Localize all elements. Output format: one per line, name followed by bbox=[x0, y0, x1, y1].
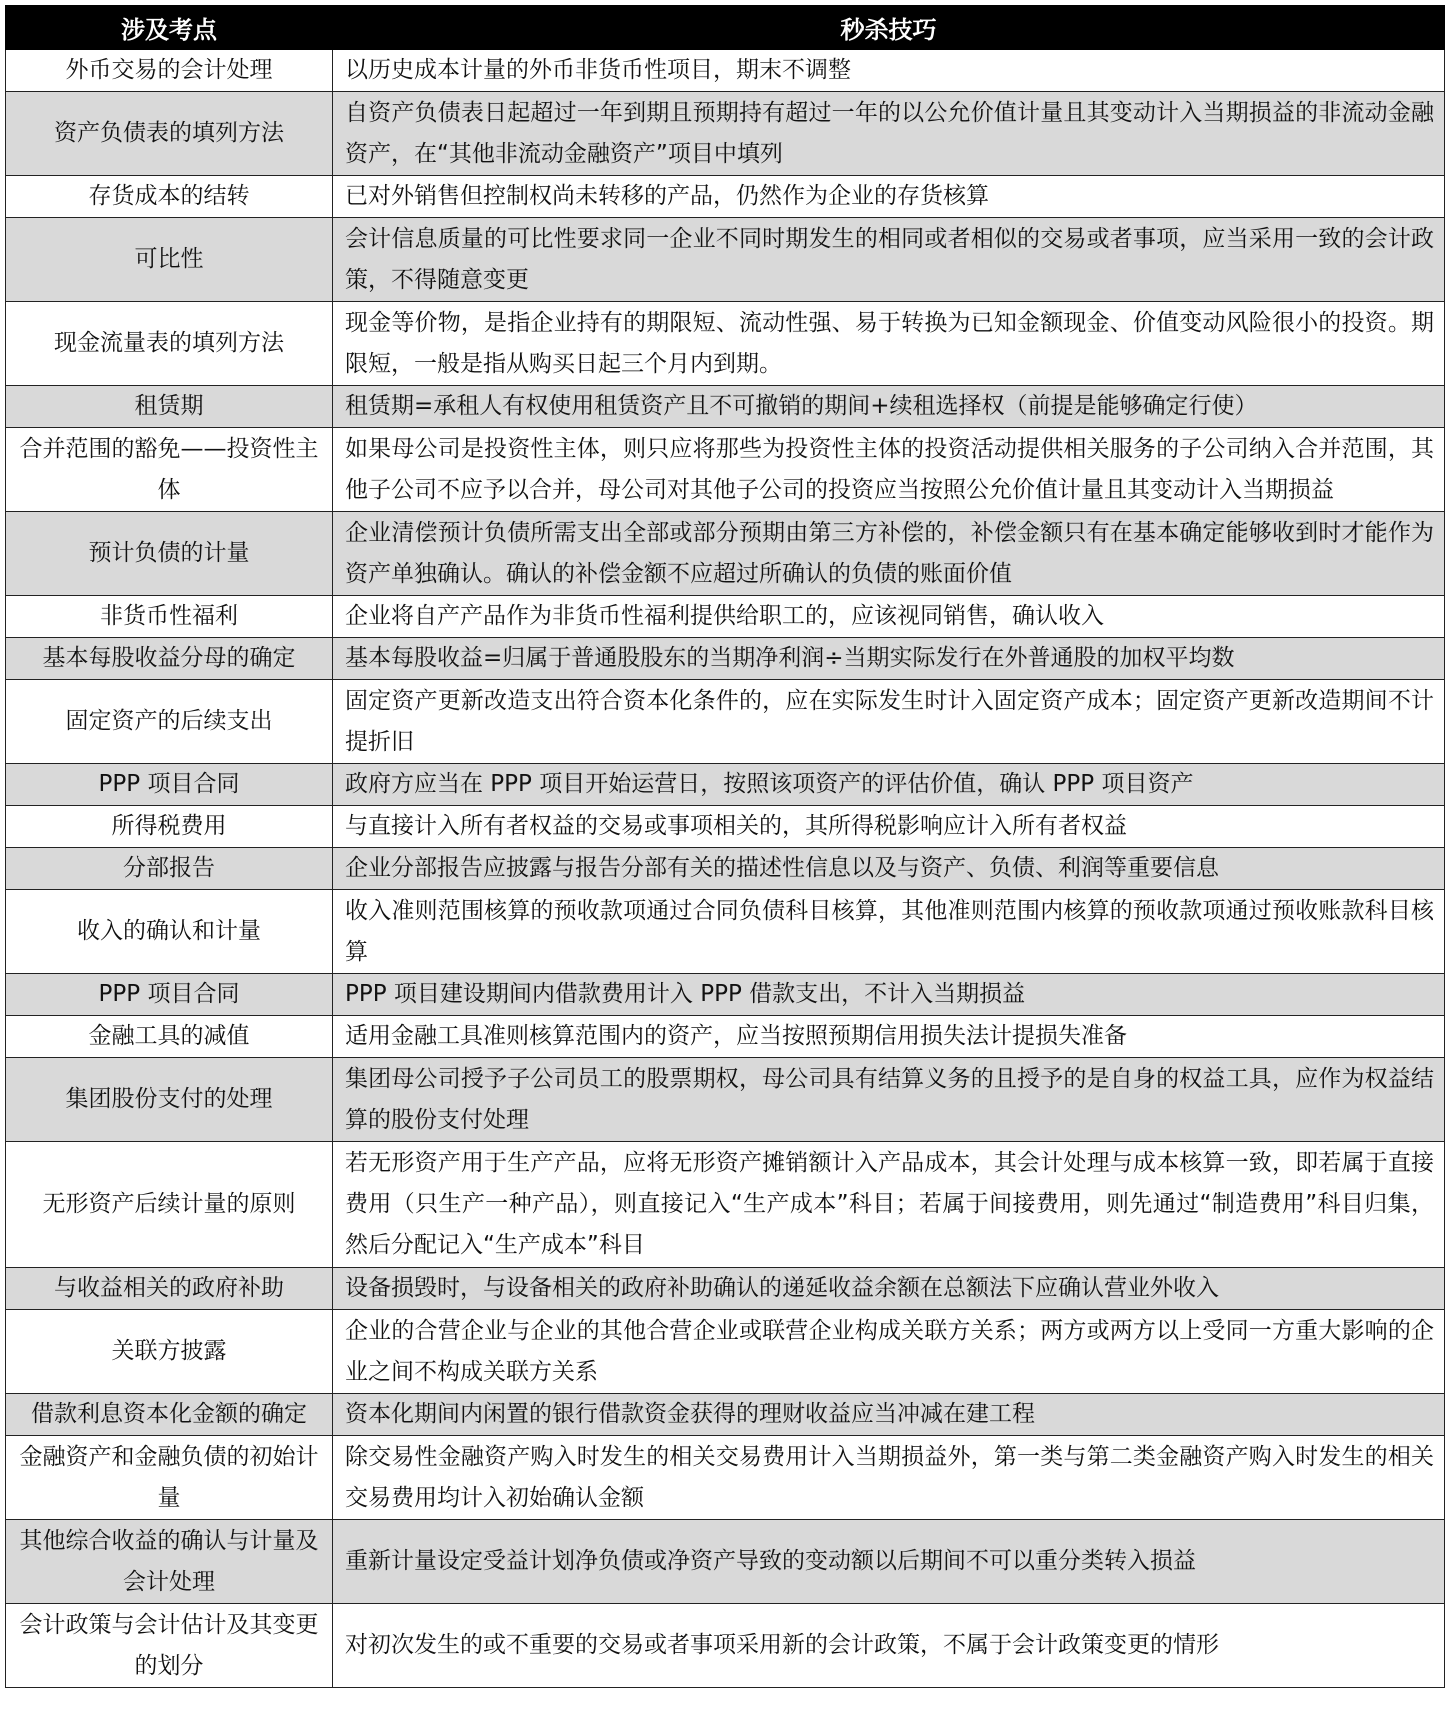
table-row bbox=[6, 1142, 1445, 1268]
exam-tips-table bbox=[5, 5, 1445, 1688]
tip-cell: 基本每股收益=归属于普通股股东的当期净利润÷当期实际发行在外普通股的加权平均数 bbox=[333, 638, 1445, 680]
table-row bbox=[6, 302, 1445, 386]
table-row bbox=[6, 176, 1445, 218]
table-row bbox=[6, 890, 1445, 974]
tip-cell: 企业将自产产品作为非货币性福利提供给职工的，应该视同销售，确认收入 bbox=[333, 596, 1445, 638]
tip-cell: 适用金融工具准则核算范围内的资产，应当按照预期信用损失法计提损失准备 bbox=[333, 1016, 1445, 1058]
table-row bbox=[6, 1268, 1445, 1310]
table-row bbox=[6, 848, 1445, 890]
tip-cell: 以历史成本计量的外币非货币性项目，期末不调整 bbox=[333, 50, 1445, 92]
topic-cell: 资产负债表的填列方法 bbox=[6, 92, 333, 176]
topic-cell: PPP 项目合同 bbox=[6, 974, 333, 1016]
topic-cell: 金融资产和金融负债的初始计量 bbox=[6, 1436, 333, 1520]
tip-cell: 设备损毁时，与设备相关的政府补助确认的递延收益余额在总额法下应确认营业外收入 bbox=[333, 1268, 1445, 1310]
table-row bbox=[6, 512, 1445, 596]
topic-cell: 关联方披露 bbox=[6, 1310, 333, 1394]
header-row bbox=[6, 6, 1445, 50]
tip-cell: 企业分部报告应披露与报告分部有关的描述性信息以及与资产、负债、利润等重要信息 bbox=[333, 848, 1445, 890]
table-row bbox=[6, 1436, 1445, 1520]
tip-cell: 租赁期=承租人有权使用租赁资产且不可撤销的期间+续租选择权（前提是能够确定行使） bbox=[333, 386, 1445, 428]
table-row bbox=[6, 806, 1445, 848]
table-row bbox=[6, 218, 1445, 302]
table-row bbox=[6, 680, 1445, 764]
tip-cell: 集团母公司授予子公司员工的股票期权，母公司具有结算义务的且授予的是自身的权益工具，应作为权益结算的股份支付处理 bbox=[333, 1058, 1445, 1142]
tip-cell: 固定资产更新改造支出符合资本化条件的，应在实际发生时计入固定资产成本；固定资产更新改造期间不计提折旧 bbox=[333, 680, 1445, 764]
topic-cell: 借款利息资本化金额的确定 bbox=[6, 1394, 333, 1436]
tip-cell: 收入准则范围核算的预收款项通过合同负债科目核算，其他准则范围内核算的预收款项通过预收账款科目核算 bbox=[333, 890, 1445, 974]
topic-cell: 金融工具的减值 bbox=[6, 1016, 333, 1058]
header-tip: 秒杀技巧 bbox=[333, 6, 1445, 50]
table-row bbox=[6, 386, 1445, 428]
topic-cell: 外币交易的会计处理 bbox=[6, 50, 333, 92]
table-row bbox=[6, 50, 1445, 92]
table-row bbox=[6, 1394, 1445, 1436]
topic-cell: 现金流量表的填列方法 bbox=[6, 302, 333, 386]
topic-cell: 集团股份支付的处理 bbox=[6, 1058, 333, 1142]
table-row bbox=[6, 92, 1445, 176]
table-row bbox=[6, 1520, 1445, 1604]
exam-tips-sheet bbox=[5, 5, 1444, 1688]
tip-cell: 企业清偿预计负债所需支出全部或部分预期由第三方补偿的，补偿金额只有在基本确定能够收到时才能作为资产单独确认。确认的补偿金额不应超过所确认的负债的账面价值 bbox=[333, 512, 1445, 596]
tip-cell: PPP 项目建设期间内借款费用计入 PPP 借款支出，不计入当期损益 bbox=[333, 974, 1445, 1016]
topic-cell: 收入的确认和计量 bbox=[6, 890, 333, 974]
table-row bbox=[6, 428, 1445, 512]
topic-cell: 租赁期 bbox=[6, 386, 333, 428]
topic-cell: 合并范围的豁免——投资性主体 bbox=[6, 428, 333, 512]
tip-cell: 除交易性金融资产购入时发生的相关交易费用计入当期损益外，第一类与第二类金融资产购入时发生的相关交易费用均计入初始确认金额 bbox=[333, 1436, 1445, 1520]
topic-cell: 无形资产后续计量的原则 bbox=[6, 1142, 333, 1268]
topic-cell: 固定资产的后续支出 bbox=[6, 680, 333, 764]
topic-cell: 分部报告 bbox=[6, 848, 333, 890]
tip-cell: 政府方应当在 PPP 项目开始运营日，按照该项资产的评估价值，确认 PPP 项目资产 bbox=[333, 764, 1445, 806]
tip-cell: 对初次发生的或不重要的交易或者事项采用新的会计政策，不属于会计政策变更的情形 bbox=[333, 1604, 1445, 1688]
topic-cell: PPP 项目合同 bbox=[6, 764, 333, 806]
table-row bbox=[6, 1016, 1445, 1058]
tips-body bbox=[6, 50, 1445, 1688]
topic-cell: 可比性 bbox=[6, 218, 333, 302]
tip-cell: 会计信息质量的可比性要求同一企业不同时期发生的相同或者相似的交易或者事项，应当采用一致的会计政策，不得随意变更 bbox=[333, 218, 1445, 302]
topic-cell: 所得税费用 bbox=[6, 806, 333, 848]
table-row bbox=[6, 1604, 1445, 1688]
tip-cell: 重新计量设定受益计划净负债或净资产导致的变动额以后期间不可以重分类转入损益 bbox=[333, 1520, 1445, 1604]
tip-cell: 若无形资产用于生产产品，应将无形资产摊销额计入产品成本，其会计处理与成本核算一致，即若属于直接费用（只生产一种产品），则直接记入“生产成本”科目；若属于间接费用，则先通过“制造费用”科目归集，然后分配记入“生产成本”科目 bbox=[333, 1142, 1445, 1268]
topic-cell: 基本每股收益分母的确定 bbox=[6, 638, 333, 680]
tip-cell: 如果母公司是投资性主体，则只应将那些为投资性主体的投资活动提供相关服务的子公司纳入合并范围，其他子公司不应予以合并，母公司对其他子公司的投资应当按照公允价值计量且其变动计入当期损益 bbox=[333, 428, 1445, 512]
table-row bbox=[6, 1058, 1445, 1142]
tip-cell: 与直接计入所有者权益的交易或事项相关的，其所得税影响应计入所有者权益 bbox=[333, 806, 1445, 848]
tip-cell: 自资产负债表日起超过一年到期且预期持有超过一年的以公允价值计量且其变动计入当期损益的非流动金融资产，在“其他非流动金融资产”项目中填列 bbox=[333, 92, 1445, 176]
header-topic: 涉及考点 bbox=[6, 6, 333, 50]
topic-cell: 会计政策与会计估计及其变更的划分 bbox=[6, 1604, 333, 1688]
tip-cell: 企业的合营企业与企业的其他合营企业或联营企业构成关联方关系；两方或两方以上受同一方重大影响的企业之间不构成关联方关系 bbox=[333, 1310, 1445, 1394]
topic-cell: 存货成本的结转 bbox=[6, 176, 333, 218]
table-row bbox=[6, 638, 1445, 680]
topic-cell: 非货币性福利 bbox=[6, 596, 333, 638]
table-row bbox=[6, 1310, 1445, 1394]
tip-cell: 资本化期间内闲置的银行借款资金获得的理财收益应当冲减在建工程 bbox=[333, 1394, 1445, 1436]
tip-cell: 已对外销售但控制权尚未转移的产品，仍然作为企业的存货核算 bbox=[333, 176, 1445, 218]
table-row bbox=[6, 764, 1445, 806]
topic-cell: 其他综合收益的确认与计量及会计处理 bbox=[6, 1520, 333, 1604]
table-row bbox=[6, 974, 1445, 1016]
tip-cell: 现金等价物，是指企业持有的期限短、流动性强、易于转换为已知金额现金、价值变动风险很小的投资。期限短，一般是指从购买日起三个月内到期。 bbox=[333, 302, 1445, 386]
topic-cell: 与收益相关的政府补助 bbox=[6, 1268, 333, 1310]
table-row bbox=[6, 596, 1445, 638]
topic-cell: 预计负债的计量 bbox=[6, 512, 333, 596]
